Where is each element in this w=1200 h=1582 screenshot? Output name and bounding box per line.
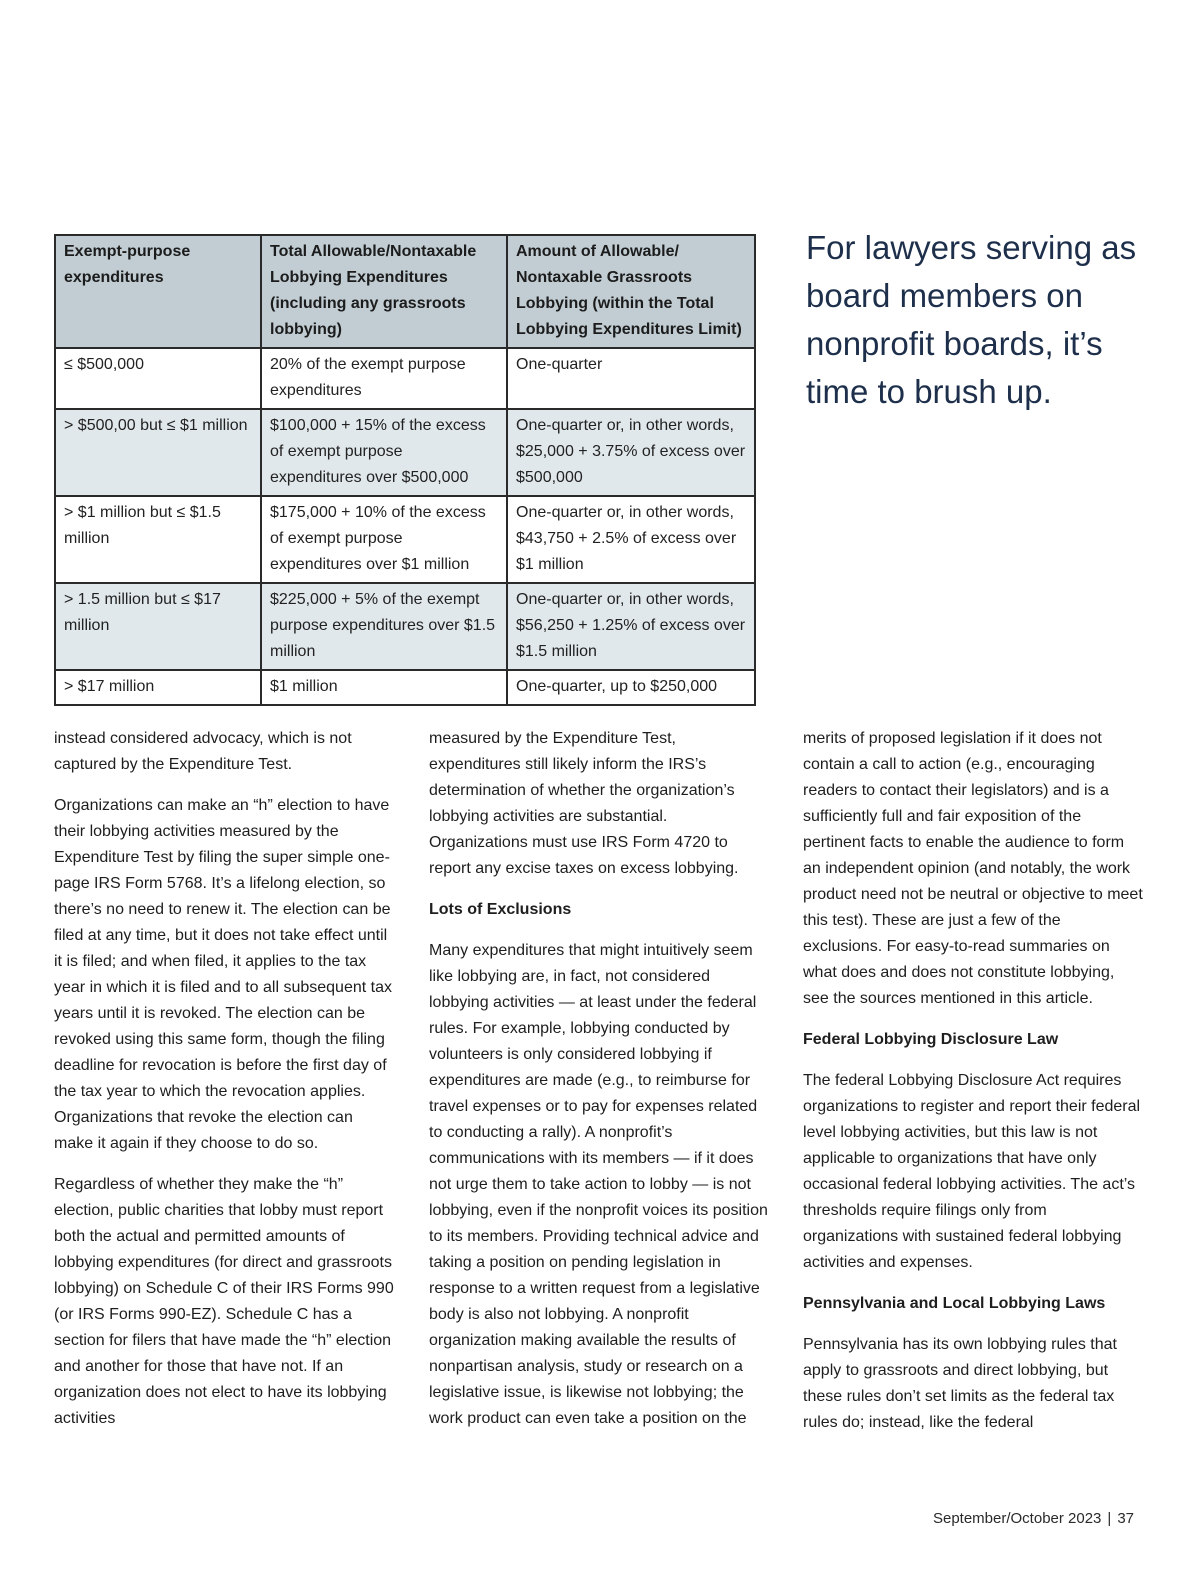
footer-separator: | (1107, 1510, 1112, 1527)
text-column-3 (803, 726, 1143, 1451)
table-header-row (55, 235, 755, 348)
section-heading-lots-of-exclusions: Lots of Exclusions (429, 901, 572, 918)
table-row (55, 348, 755, 409)
text-column-1 (54, 726, 394, 1447)
table-cell: $1 million (261, 670, 507, 705)
table-row (55, 670, 755, 705)
table-cell: > $1 million but ≤ $1.5 million (55, 496, 261, 583)
table-cell: $225,000 + 5% of the exempt purpose expenditures over $1.5 million (261, 583, 507, 670)
table-cell: ≤ $500,000 (55, 348, 261, 409)
paragraph: Organizations can make an “h” election to have their lobbying activities measured by the Expenditure Test by filing the super simple one-page IRS Form 5768. It’s a lifelong election, so there’s no need to renew it. The election can be filed at any time, but it does not take effect until it is filed; and when filed, it applies to the tax year in which it is filed and to all subsequent tax years until it is revoked. The election can be revoked using this same form, though the filing deadline for revocation is before the first day of the tax year to which the revocation applies. Organizations that revoke the election can make it again if they choose to do so. (54, 797, 392, 1152)
paragraph: measured by the Expenditure Test, expenditures still likely inform the IRS’s determination of whether the organization’s lobbying activities are substantial. Organizations must use IRS Form 4720 to report any excise taxes on excess lobbying. (429, 730, 739, 877)
table-cell: One-quarter or, in other words, $56,250 + 1.25% of excess over $1.5 million (507, 583, 755, 670)
table-cell: > $17 million (55, 670, 261, 705)
header-grassroots-amount: Amount of Allowable/ Nontaxable Grassroots Lobbying (within the Total Lobbying Expenditures Limit) (507, 235, 755, 348)
table-cell: One-quarter or, in other words, $43,750 + 2.5% of excess over $1 million (507, 496, 755, 583)
lobbying-expenditure-table (54, 234, 756, 706)
text-column-2 (429, 726, 769, 1447)
page-number: 37 (1117, 1510, 1134, 1527)
table-cell: $100,000 + 15% of the excess of exempt purpose expenditures over $500,000 (261, 409, 507, 496)
table-cell: One-quarter, up to $250,000 (507, 670, 755, 705)
paragraph: Pennsylvania has its own lobbying rules that apply to grassroots and direct lobbying, but these rules don’t set limits as the federal tax rules do; instead, like the federal (803, 1336, 1117, 1431)
paragraph: merits of proposed legislation if it does not contain a call to action (e.g., encouraging readers to contact their legislators) and is a sufficiently full and fair exposition of the pertinent facts to enable the audience to form an independent opinion (and notably, the work product need not be neutral or objective to meet this test). These are just a few of the exclusions. For easy-to-read summaries on what does and does not constitute lobbying, see the sources mentioned in this article. (803, 730, 1143, 1007)
table-row (55, 496, 755, 583)
header-exempt-purpose: Exempt-purpose expenditures (55, 235, 261, 348)
table-cell: One-quarter (507, 348, 755, 409)
table-cell: $175,000 + 10% of the excess of exempt purpose expenditures over $1 million (261, 496, 507, 583)
table-cell: 20% of the exempt purpose expenditures (261, 348, 507, 409)
paragraph: Many expenditures that might intuitively seem like lobbying are, in fact, not considered lobbying activities — at least under the federal rules. For example, lobbying conducted by volunteers is only considered lobbying if expenditures are made (e.g., to reimburse for travel expenses or to pay for expenses related to conducting a rally). A nonprofit’s communications with its members — if it does not urge them to take action to lobby — is not lobbying, even if the nonprofit voices its position to its members. Providing technical advice and taking a position on pending legislation in response to a written request from a legislative body is also not lobbying. A nonprofit organization making available the results of nonpartisan analysis, study or research on a legislative issue, is likewise not lobbying; the work product can even take a position on the (429, 942, 768, 1427)
page-footer (933, 1510, 1134, 1527)
section-heading-federal-disclosure: Federal Lobbying Disclosure Law (803, 1031, 1059, 1048)
pull-quote: For lawyers serving as board members on nonprofit boards, it’s time to brush up. (806, 229, 1137, 410)
issue-date: September/October 2023 (932, 1510, 1102, 1527)
table-cell: One-quarter or, in other words, $25,000 + 3.75% of excess over $500,000 (507, 409, 755, 496)
table-row (55, 409, 755, 496)
table-cell: > 1.5 million but ≤ $17 million (55, 583, 261, 670)
paragraph: The federal Lobbying Disclosure Act requires organizations to register and report their federal level lobbying activities, but this law is not applicable to organizations that have only occasional federal lobbying activities. The act’s thresholds require filings only from organizations with sustained federal lobbying activities and expenses. (803, 1072, 1141, 1271)
section-heading-pennsylvania-local: Pennsylvania and Local Lobbying Laws (803, 1295, 1106, 1312)
paragraph: instead considered advocacy, which is not captured by the Expenditure Test. (54, 730, 352, 773)
paragraph: Regardless of whether they make the “h” election, public charities that lobby must report both the actual and permitted amounts of lobbying expenditures (for direct and grassroots lobbying) on Schedule C of their IRS Forms 990 (or IRS Forms 990-EZ). Schedule C has a section for filers that have made the “h” election and another for those that have not. If an organization does not elect to have its lobbying activities (54, 1176, 394, 1427)
table-row (55, 583, 755, 670)
header-total-allowable: Total Allowable/Nontaxable Lobbying Expenditures (including any grassroots lobbying) (261, 235, 507, 348)
table-cell: > $500,00 but ≤ $1 million (55, 409, 261, 496)
